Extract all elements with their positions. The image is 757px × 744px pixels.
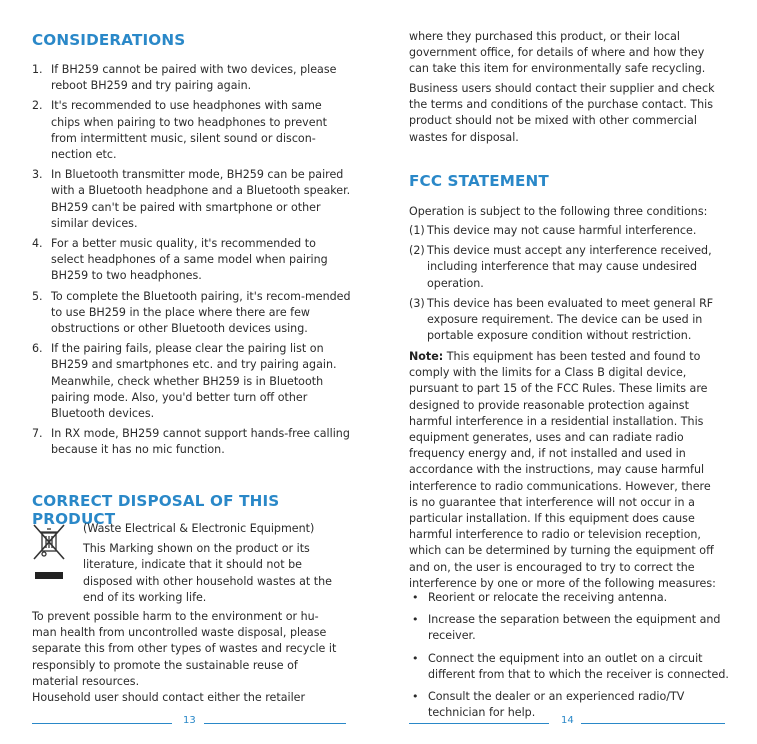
business-paragraph: Business users should contact their supplier and check the terms and conditions of the purchase contact. This product should not be mixed with other commercial wastes for disposal. bbox=[409, 82, 715, 144]
right-footer bbox=[409, 715, 725, 731]
consideration-item: 1. If BH259 cannot be paired with two devices, please reboot BH259 and try pairing again. bbox=[32, 63, 337, 93]
measures-list bbox=[409, 590, 729, 727]
weee-label: (Waste Electrical & Electronic Equipment) bbox=[83, 522, 315, 535]
considerations-title: CONSIDERATIONS bbox=[32, 31, 186, 49]
page-number: 14 bbox=[561, 715, 574, 726]
note-label: Note: bbox=[409, 350, 444, 363]
measure-item: • Reorient or relocate the receiving antenna. bbox=[412, 591, 668, 604]
note-text: This equipment has been tested and found to comply with the limits for a Class B digital device, pursuant to part 15 of the FCC Rules. These limits are designed to provide reasonable protection against harmful interference in a residential installation. This equipment generates, uses and can radiate radio frequency energy and, if not installed and used in accordance with the instructions, may cause harmful interference to radio communications. However, there is no guarantee that interference will not occur in a particular installation. If this equipment does cause harmful interference to radio or television reception, which can be determined by turning the equipment off and on, the user is encouraged to try to correct the interference by one or more of the following measures: bbox=[409, 350, 716, 590]
page-number: 13 bbox=[183, 715, 196, 726]
disposal-title: CORRECT DISPOSAL OF THIS PRODUCT bbox=[32, 492, 280, 528]
fcc-condition: (2) This device must accept any interference received, including interference that may cause undesired operation. bbox=[409, 244, 712, 290]
weee-description: This Marking shown on the product or its literature, indicate that it should not be disposed with other household wastes at the end of its working life. bbox=[83, 542, 332, 604]
consideration-item: 6. If the pairing fails, please clear the pairing list on BH259 and smartphones etc. and try pairing again. Meanwhile, check whether BH259 is in Bluetooth pairing mode. Also, you'd better turn off other Bluetooth devices. bbox=[32, 342, 337, 421]
measure-item: • Increase the separation between the equipment and receiver. bbox=[412, 613, 721, 643]
disposal-continued: where they purchased this product, or their local government office, for details of where and how they can take this item for environmentally safe recycling. bbox=[409, 30, 706, 76]
consideration-item: 4. For a better music quality, it's recommended to select headphones of a same model when pairing BH259 to two headphones. bbox=[32, 237, 328, 283]
considerations-list bbox=[32, 62, 352, 463]
fcc-note bbox=[409, 349, 721, 592]
disposal-paragraph: To prevent possible harm to the environment or hu-man health from uncontrolled waste disposal, please separate this from other types of wastes and recycle it responsibly to promote the sustainable reuse of material resources. bbox=[32, 610, 337, 688]
footer-rule bbox=[581, 723, 725, 724]
consideration-item: 5. To complete the Bluetooth pairing, it's recom-mended to use BH259 in the place where there are few obstructions or other Bluetooth devices using. bbox=[32, 289, 351, 336]
fcc-condition: (3) This device has been evaluated to meet general RF exposure requirement. The device can be used in portable exposure condition without restriction. bbox=[409, 296, 714, 343]
consideration-item: 7. In RX mode, BH259 cannot support hands-free calling because it has no mic function. bbox=[32, 427, 350, 457]
consideration-item: 2. It's recommended to use headphones with same chips when pairing to two headphones to prevent from intermittent music, silent sound or discon-nection etc. bbox=[32, 99, 327, 162]
measure-item: • Consult the dealer or an experienced radio/TV technician for help. bbox=[412, 690, 685, 720]
fcc-condition: (1) This device may not cause harmful interference. bbox=[409, 224, 697, 237]
measure-item: • Connect the equipment into an outlet on a circuit different from that to which the receiver is connected. bbox=[412, 651, 729, 681]
left-footer bbox=[32, 715, 346, 731]
fcc-intro: Operation is subject to the following three conditions: bbox=[409, 205, 708, 218]
household-paragraph: Household user should contact either the retailer bbox=[32, 691, 306, 704]
weee-block bbox=[32, 521, 353, 606]
footer-rule bbox=[32, 723, 172, 724]
fcc-title: FCC STATEMENT bbox=[409, 172, 549, 190]
crossed-out-wheelie-bin-icon bbox=[32, 523, 66, 583]
consideration-item: 3. In Bluetooth transmitter mode, BH259 can be paired with a Bluetooth headphone and a Bluetooth speaker. BH259 can't be paired with smartphone or other similar devices. bbox=[32, 168, 351, 230]
footer-rule bbox=[409, 723, 549, 724]
fcc-conditions bbox=[409, 223, 727, 348]
footer-rule bbox=[204, 723, 346, 724]
